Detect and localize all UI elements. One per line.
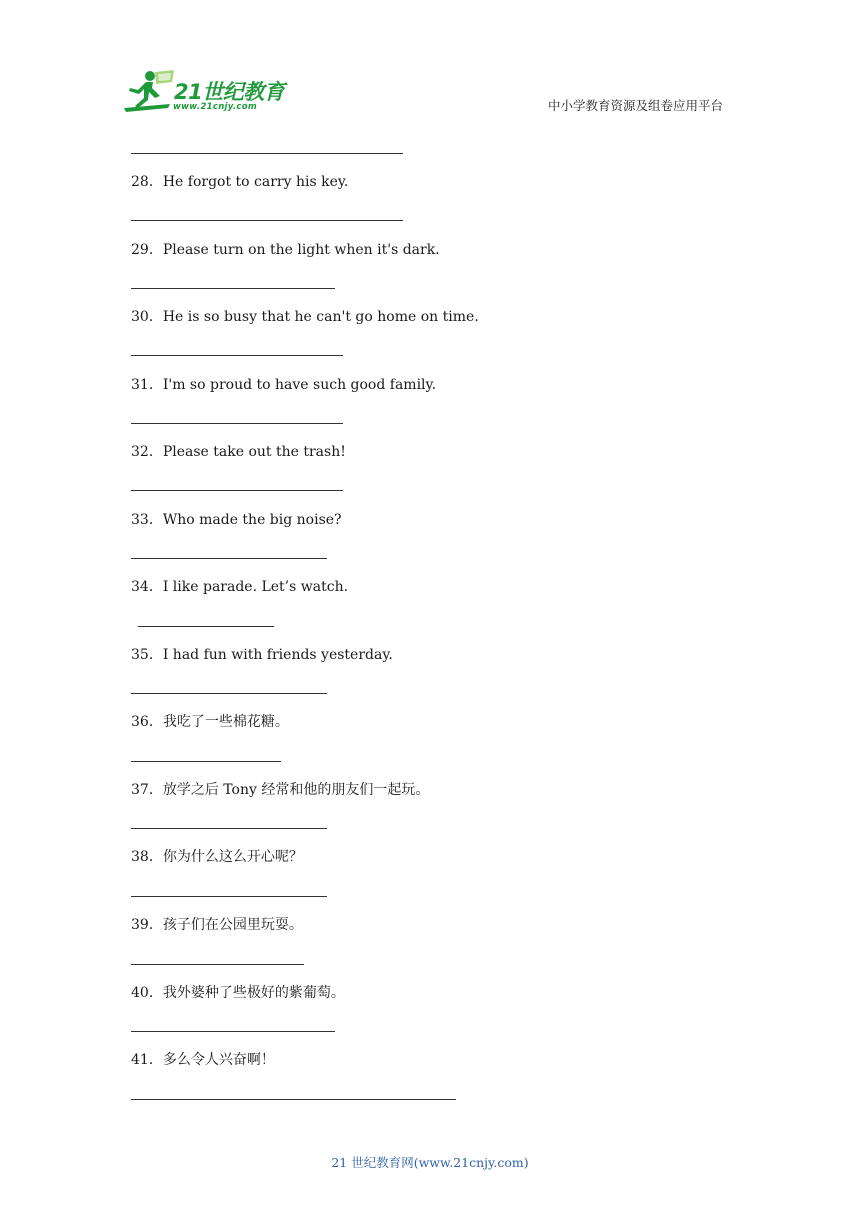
- question-number: 37．: [131, 782, 163, 798]
- question-32: [131, 443, 346, 461]
- runner-icon: [122, 68, 178, 116]
- question-text: I had fun with friends yesterday.: [162, 647, 393, 663]
- question-28: [131, 173, 348, 191]
- answer-line[interactable]: [131, 896, 327, 897]
- question-text: 多么令人兴奋啊！: [162, 1052, 275, 1068]
- question-38: [131, 848, 303, 866]
- answer-line[interactable]: [131, 1099, 456, 1100]
- answer-line[interactable]: [138, 626, 274, 627]
- answer-line[interactable]: [131, 288, 335, 289]
- question-number: 31．: [131, 377, 163, 393]
- answer-line[interactable]: [131, 153, 403, 154]
- answer-line[interactable]: [131, 1031, 335, 1032]
- question-text: Who made the big noise?: [162, 512, 342, 528]
- platform-title: 中小学教育资源及组卷应用平台: [548, 98, 724, 113]
- question-number: 29．: [131, 242, 163, 258]
- question-33: [131, 511, 342, 529]
- question-number: 33．: [131, 512, 163, 528]
- question-number: 36．: [131, 714, 163, 730]
- question-39: [131, 916, 303, 934]
- question-number: 32．: [131, 444, 163, 460]
- site-logo: [122, 68, 292, 118]
- answer-line[interactable]: [131, 423, 343, 424]
- question-text: I like parade. Let’s watch.: [162, 579, 349, 595]
- answer-line[interactable]: [131, 693, 327, 694]
- logo-text: 21世纪教育: [174, 80, 285, 104]
- question-number: 30．: [131, 309, 163, 325]
- logo-subtext: www.21cnjy.com: [173, 102, 257, 112]
- question-35: [131, 646, 393, 664]
- question-text: 放学之后 Tony 经常和他的朋友们一起玩。: [162, 782, 430, 798]
- answer-line[interactable]: [131, 490, 343, 491]
- question-number: 34．: [131, 579, 163, 595]
- question-text: Please take out the trash!: [162, 444, 346, 460]
- answer-line[interactable]: [131, 964, 304, 965]
- question-number: 41．: [131, 1052, 163, 1068]
- answer-line[interactable]: [131, 828, 327, 829]
- page-header: [0, 0, 860, 140]
- question-number: 28．: [131, 174, 163, 190]
- question-34: [131, 578, 348, 596]
- question-text: 你为什么这么开心呢？: [162, 849, 303, 865]
- question-text: 我吃了一些棉花糖。: [162, 714, 289, 730]
- answer-line[interactable]: [131, 558, 327, 559]
- question-text: He is so busy that he can't go home on time.: [162, 309, 479, 325]
- question-30: [131, 308, 479, 326]
- question-40: [131, 984, 345, 1002]
- question-text: Please turn on the light when it's dark.: [162, 242, 440, 258]
- question-text: I'm so proud to have such good family.: [162, 377, 437, 393]
- question-37: [131, 781, 429, 799]
- question-41: [131, 1051, 275, 1069]
- answer-line[interactable]: [131, 355, 343, 356]
- question-number: 39．: [131, 917, 163, 933]
- question-number: 35．: [131, 647, 163, 663]
- question-text: He forgot to carry his key.: [162, 174, 349, 190]
- answer-line[interactable]: [131, 761, 281, 762]
- question-number: 38．: [131, 849, 163, 865]
- page-footer[interactable]: 21 世纪教育网(www.21cnjy.com): [331, 1155, 529, 1170]
- question-29: [131, 241, 440, 259]
- question-31: [131, 376, 436, 394]
- question-text: 孩子们在公园里玩耍。: [162, 917, 303, 933]
- answer-line[interactable]: [131, 220, 403, 221]
- question-36: [131, 713, 289, 731]
- question-text: 我外婆种了些极好的紫葡萄。: [162, 985, 345, 1001]
- question-number: 40．: [131, 985, 163, 1001]
